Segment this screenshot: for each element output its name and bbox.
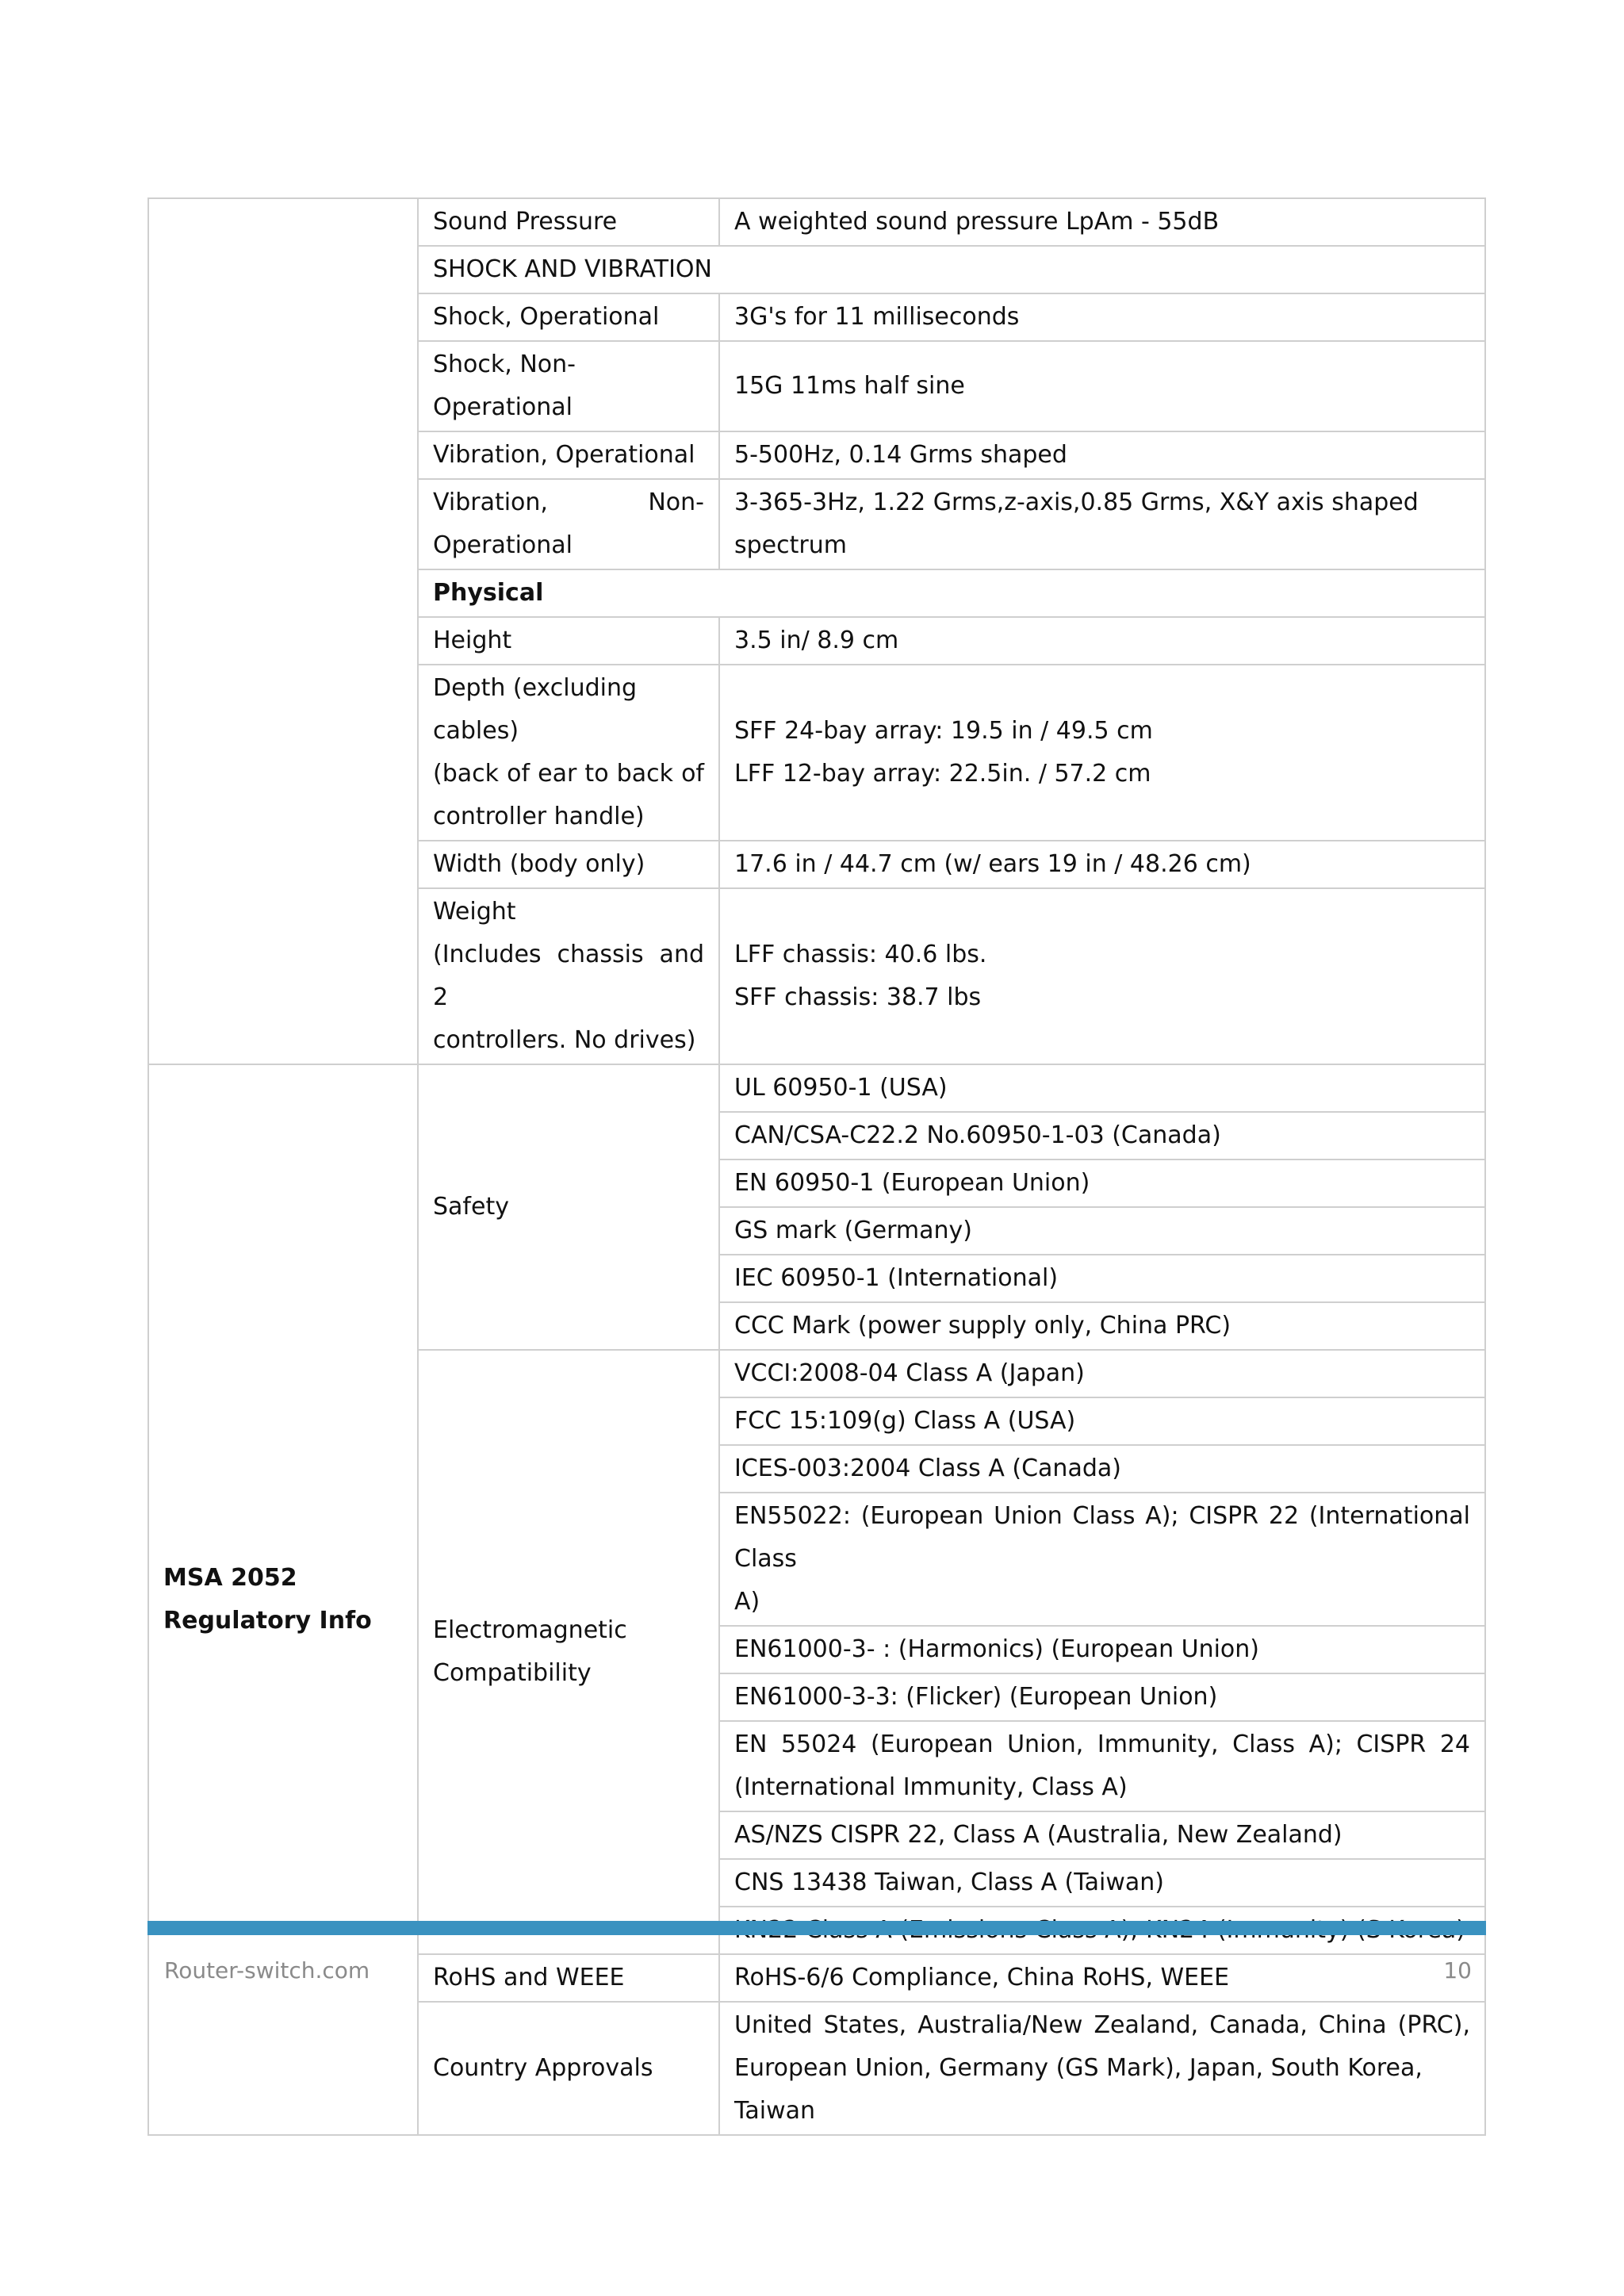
spec-value: CNS 13438 Taiwan, Class A (Taiwan) (719, 1859, 1485, 1907)
spec-value: EN 60950-1 (European Union) (719, 1159, 1485, 1207)
spec-label: RoHS and WEEE (418, 1954, 719, 2002)
spec-value: IEC 60950-1 (International) (719, 1255, 1485, 1302)
spec-value (719, 2002, 1485, 2135)
spec-value-line: European Union, Germany (GS Mark), Japan, South Korea, Taiwan (734, 2054, 1423, 2125)
spec-value (719, 888, 1485, 1064)
spec-value-line: LFF chassis: 40.6 lbs. (734, 941, 987, 968)
blank-category-cell (148, 198, 418, 1064)
emc-label (418, 1350, 719, 1954)
footer-site-name: Router-switch.com (164, 1957, 370, 1984)
spec-value: GS mark (Germany) (719, 1207, 1485, 1255)
spec-value: RoHS-6/6 Compliance, China RoHS, WEEE (719, 1954, 1485, 2002)
spec-value (719, 665, 1485, 841)
spec-value: ICES-003:2004 Class A (Canada) (719, 1445, 1485, 1493)
spec-value-line: United States, Australia/New Zealand, Canada, China (PRC), (734, 2011, 1470, 2039)
spec-value: CAN/CSA-C22.2 No.60950-1-03 (Canada) (719, 1112, 1485, 1159)
emc-label-line: Compatibility (433, 1659, 592, 1687)
spec-value: EN61000-3-3: (Flicker) (European Union) (719, 1673, 1485, 1721)
spec-value: A weighted sound pressure LpAm - 55dB (719, 198, 1485, 246)
spec-value-line: A) (734, 1588, 760, 1616)
page-number: 10 (1443, 1957, 1472, 1984)
spec-value: UL 60950-1 (USA) (719, 1064, 1485, 1112)
spec-label: Width (body only) (418, 841, 719, 888)
safety-label: Safety (418, 1064, 719, 1350)
footer-bar (147, 1921, 1486, 1935)
spec-value (719, 1493, 1485, 1626)
spec-value-line: SFF 24-bay array: 19.5 in / 49.5 cm (734, 717, 1153, 745)
regulatory-title-line: MSA 2052 (163, 1564, 297, 1592)
spec-label-line: Operational (433, 531, 573, 559)
table-row (148, 198, 1485, 246)
spec-label-line: (back of ear to back of (433, 760, 704, 788)
spec-value: FCC 15:109(g) Class A (USA) (719, 1397, 1485, 1445)
spec-value: 5-500Hz, 0.14 Grms shaped (719, 431, 1485, 479)
spec-value-line: SFF chassis: 38.7 lbs (734, 983, 982, 1011)
spec-label: Shock, Operational (418, 293, 719, 341)
spec-value-line: LFF 12-bay array: 22.5in. / 57.2 cm (734, 760, 1151, 788)
spec-value-line: EN55022: (European Union Class A); CISPR 22 (International Class (734, 1502, 1470, 1573)
spec-label-line: (Includes chassis and 2 (433, 941, 704, 1011)
spec-value: 3-365-3Hz, 1.22 Grms,z-axis,0.85 Grms, X&Y axis shaped spectrum (719, 479, 1485, 569)
spec-value: EN61000-3- : (Harmonics) (European Union) (719, 1626, 1485, 1673)
spec-label-line: controller handle) (433, 803, 645, 830)
spec-label (418, 888, 719, 1064)
spec-value: CCC Mark (power supply only, China PRC) (719, 1302, 1485, 1350)
spec-label-line: Depth (excluding cables) (433, 674, 638, 745)
table-row (148, 1064, 1485, 1112)
spec-label: Height (418, 617, 719, 665)
spec-label-line: Weight (433, 898, 516, 926)
spec-label (418, 479, 719, 569)
spec-label-line: controllers. No drives) (433, 1026, 696, 1054)
spec-label-line: Vibration, Non- (433, 489, 704, 516)
section-heading: Physical (418, 569, 1485, 617)
spec-value: 3.5 in/ 8.9 cm (719, 617, 1485, 665)
spec-value: 15G 11ms half sine (719, 341, 1485, 431)
regulatory-title-line: Regulatory Info (163, 1607, 372, 1635)
spec-value: 17.6 in / 44.7 cm (w/ ears 19 in / 48.26 cm) (719, 841, 1485, 888)
spec-value-line: (International Immunity, Class A) (734, 1773, 1128, 1801)
spec-table (147, 197, 1486, 2136)
section-heading: SHOCK AND VIBRATION (418, 246, 1485, 293)
spec-value (719, 1721, 1485, 1811)
spec-value: AS/NZS CISPR 22, Class A (Australia, New Zealand) (719, 1811, 1485, 1859)
spec-value: VCCI:2008-04 Class A (Japan) (719, 1350, 1485, 1397)
spec-label: Sound Pressure (418, 198, 719, 246)
spec-label: Country Approvals (418, 2002, 719, 2135)
spec-label: Shock, Non-Operational (418, 341, 719, 431)
spec-value: 3G's for 11 milliseconds (719, 293, 1485, 341)
spec-label (418, 665, 719, 841)
emc-label-line: Electromagnetic (433, 1616, 627, 1644)
spec-value-line: EN 55024 (European Union, Immunity, Class A); CISPR 24 (734, 1731, 1470, 1758)
spec-label: Vibration, Operational (418, 431, 719, 479)
